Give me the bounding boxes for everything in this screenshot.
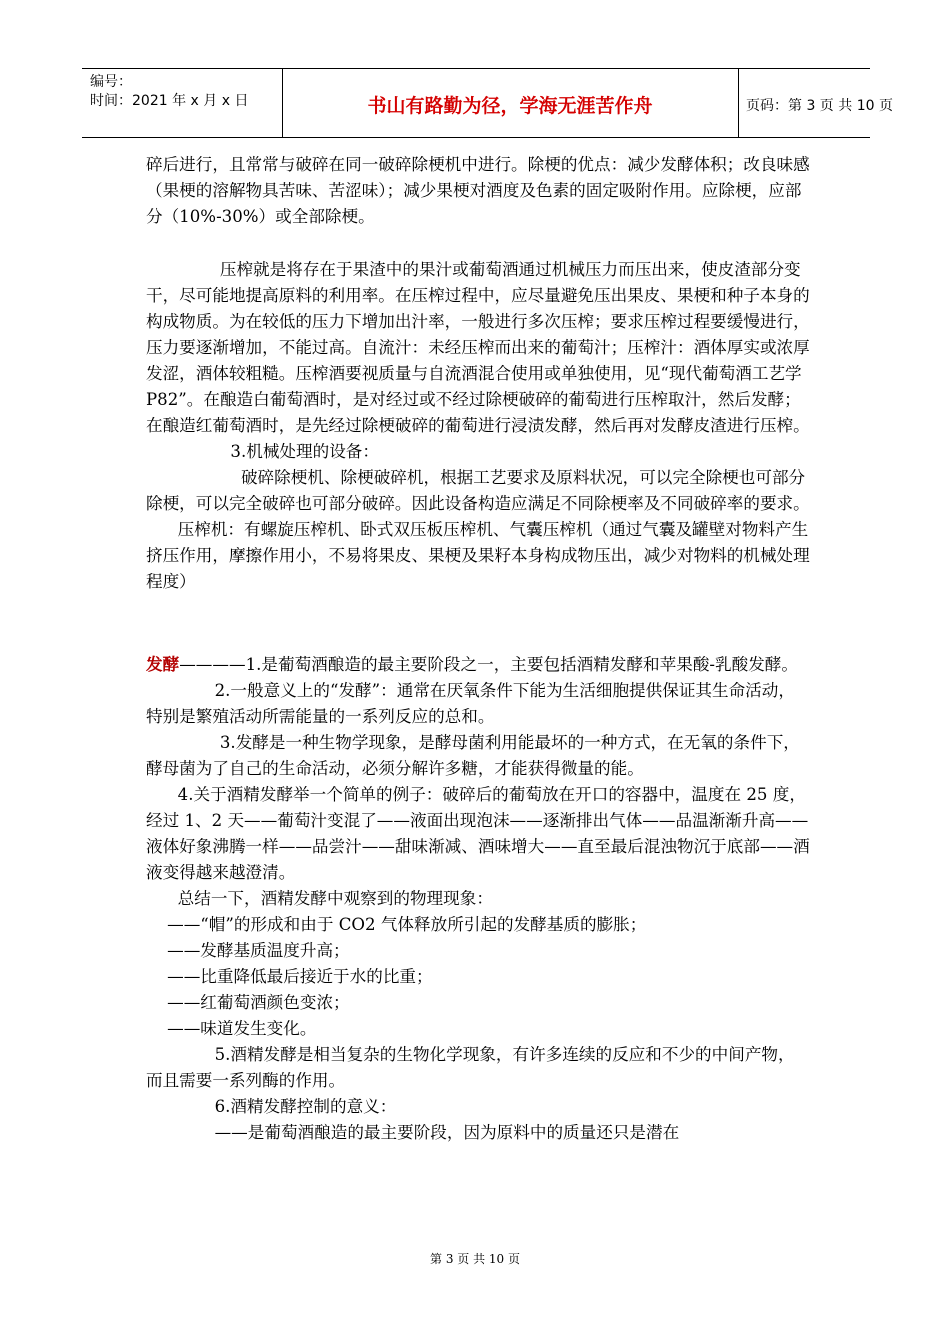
- page-header: [82, 68, 893, 138]
- paragraph-biological-phenomenon: 3.发酵是一种生物学现象，是酵母菌利用能最坏的一种方式，在无氧的条件下，酵母菌为了自己的生命活动，必须分解许多糖，才能获得微量的能。: [146, 733, 800, 778]
- fermentation-intro-text: ————1.是葡萄酒酿造的最主要阶段之一，主要包括酒精发酵和苹果酸-乳酸发酵。: [179, 655, 798, 674]
- doc-date-label: 时间：2021 年 x 月 x 日: [90, 93, 249, 109]
- header-page-code: 页码：第 3 页 共 10 页: [746, 98, 893, 114]
- paragraph-crusher-destemmer: 破碎除梗机、除梗破碎机，根据工艺要求及原料状况，可以完全除梗也可部分除梗，可以完全破碎也可部分破碎。因此设备构造应满足不同除梗率及不同破碎率的要求。: [146, 468, 810, 513]
- list-item: ——红葡萄酒颜色变浓；: [146, 993, 350, 1012]
- list-item: ——味道发生变化。: [146, 1019, 317, 1038]
- paragraph-control-significance: 6.酒精发酵控制的意义：: [146, 1097, 397, 1116]
- paragraph-summary-heading: 总结一下，酒精发酵中观察到的物理现象：: [146, 889, 493, 908]
- section-spacer: [146, 595, 811, 651]
- paragraph-destemming: 碎后进行，且常常与破碎在同一破碎除梗机中进行。除梗的优点：减少发酵体积；改良味感（果梗的溶解物具苦味、苦涩味）；减少果梗对酒度及色素的固定吸附作用。应除梗，应部分（10%-30%）或全部除梗。: [146, 155, 810, 226]
- header-page-cell: [738, 69, 893, 137]
- list-item: ——“帽”的形成和由于 CO2 气体释放所引起的发酵基质的膨胀；: [146, 915, 647, 934]
- paragraph-fermentation-definition: 2.一般意义上的“发酵”：通常在厌氧条件下能为生活细胞提供保证其生命活动，特别是繁殖活动所需能量的一系列反应的总和。: [146, 681, 795, 726]
- header-info-cell: [82, 69, 283, 137]
- fermentation-keyword: 发酵: [146, 654, 180, 674]
- paragraph-press-machines: 压榨机：有螺旋压榨机、卧式双压板压榨机、气囊压榨机（通过气囊及罐壁对物料产生挤压作用，摩擦作用小，不易将果皮、果梗及果籽本身构成物压出，减少对物料的机械处理程度）: [146, 520, 810, 591]
- paragraph-biochemical: 5.酒精发酵是相当复杂的生物化学现象，有许多连续的反应和不少的中间产物，而且需要一系列酶的作用。: [146, 1045, 795, 1090]
- paragraph-main-stage: ——是葡萄酒酿造的最主要阶段，因为原料中的质量还只是潜在: [146, 1123, 680, 1142]
- paragraph-alcohol-example: 4.关于酒精发酵举一个简单的例子：破碎后的葡萄放在开口的容器中，温度在 25 度，经过 1、2 天——葡萄汁变混了——液面出现泡沫——逐渐排出气体——品温渐渐升高——液体好象沸腾一样——品尝汁——甜味渐减、酒味增大——直至最后混浊物沉于底部——酒液变得越来越澄清。: [146, 785, 810, 882]
- header-motto-cell: [282, 69, 739, 137]
- heading-equipment: 3.机械处理的设备：: [146, 442, 379, 461]
- list-item: ——比重降低最后接近于水的比重；: [146, 967, 433, 986]
- header-motto: 书山有路勤为径，学海无涯苦作舟: [367, 95, 653, 117]
- paragraph-pressing: 压榨就是将存在于果渣中的果汁或葡萄酒通过机械压力而压出来，使皮渣部分变干，尽可能地提高原料的利用率。在压榨过程中，应尽量避免压出果皮、果梗和种子本身的构成物质。为在较低的压力下增加出汁率，一般进行多次压榨；要求压榨过程要缓慢进行，压力要逐渐增加，不能过高。自流汁：未经压榨而出来的葡萄汁；压榨汁：酒体厚实或浓厚发涩，酒体较粗糙。压榨酒要视质量与自流酒混合使用或单独使用，见“现代葡萄酒工艺学 P82”。在酿造白葡萄酒时，是对经过或不经过除梗破碎的葡萄进行压榨取汁，然后发酵；在酿造红葡萄酒时，是先经过除梗破碎的葡萄进行浸渍发酵，然后再对发酵皮渣进行压榨。: [146, 260, 810, 435]
- page-footer: 第 3 页 共 10 页: [430, 1252, 520, 1266]
- paragraph-fermentation-intro: [146, 651, 811, 678]
- list-item: ——发酵基质温度升高；: [146, 941, 350, 960]
- paragraph-spacer: [146, 230, 811, 257]
- document-body: [146, 152, 811, 1146]
- doc-number-label: 编号：: [90, 74, 132, 90]
